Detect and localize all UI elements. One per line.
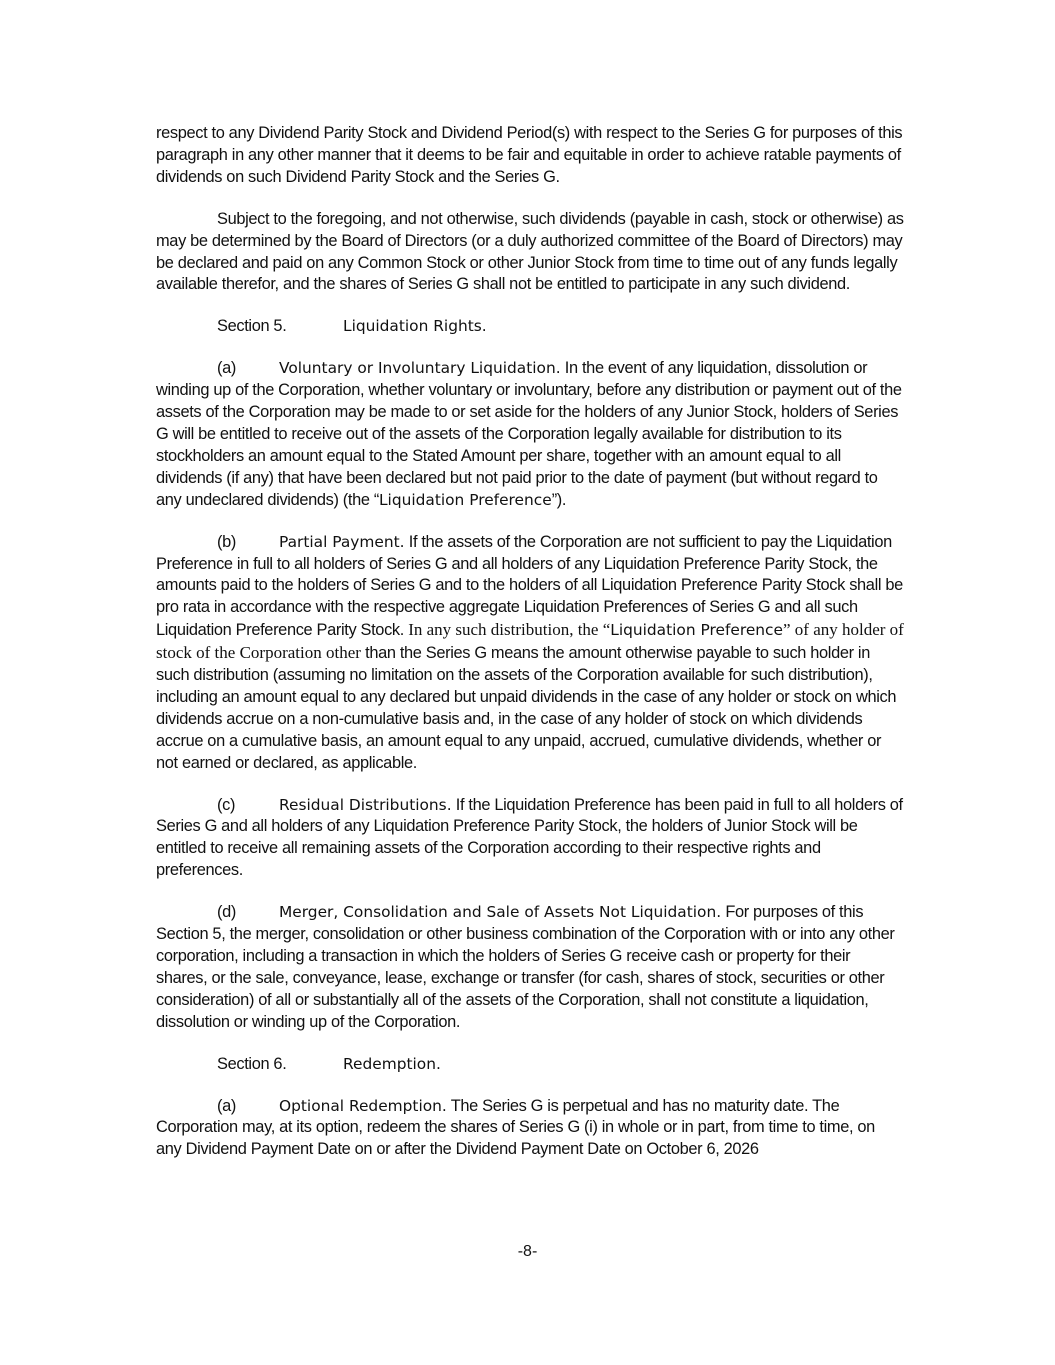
document-body xyxy=(156,123,904,1181)
defined-term: Liquidation Preference xyxy=(610,621,783,640)
section-6-heading xyxy=(156,1054,904,1076)
page-number: -8- xyxy=(517,1243,538,1260)
clause-label: (a) xyxy=(217,359,236,378)
clause-text: If the assets of the Corporation are not sufficient to pay the Liquidation Preference in full to all holders of Series G and all holders of any Liquidation Preference Parity Stock, the amounts paid to the holders of Series G and to the holders of all Liquidation Preference Parity Stock shall be pro rata in accordance with the respective aggregate Liquidation Preferences of Series G and all such Liquidation Preference Parity Stock. xyxy=(156,532,903,640)
paragraph-dividend-parity: respect to any Dividend Parity Stock and Dividend Period(s) with respect to the Series G for purposes of this paragraph in any other manner that it deems to be fair and equitable in order to achieve ratable payments of dividends on such Dividend Parity Stock and the Series G. xyxy=(156,124,903,186)
clause-text: The Series G is perpetual and has no maturity date. The Corporation may, at its option, redeem the shares of Series G (i) in whole or in part, from time to time, on any Dividend Payment Date on or after the Dividend Payment Date on October 6, 2026 xyxy=(156,1096,875,1159)
section-title: Liquidation Rights. xyxy=(343,317,487,336)
clause-label: (a) xyxy=(217,1096,236,1115)
clause-text: If the Liquidation Preference has been paid in full to all holders of Series G and all holders of any Liquidation Preference Parity Stock, the holders of Junior Stock will be entitled to receive all remaining assets of the Corporation according to their respective rights and preferences. xyxy=(156,795,903,880)
clause-heading: Merger, Consolidation and Sale of Assets Not Liquidation. xyxy=(279,903,722,922)
clause-heading: Optional Redemption. xyxy=(279,1096,447,1115)
section-number: Section 6. xyxy=(217,1054,287,1073)
section-5a-paragraph xyxy=(156,358,904,511)
defined-term: Liquidation Preference xyxy=(378,490,552,509)
clause-text: In the event of any liquidation, dissolution or winding up of the Corporation, whether voluntary or involuntary, before any distribution or payment out of the assets of the Corporation may be made to or set aside for the holders of any Junior Stock, holders of Series G will be entitled to receive out of the assets of the Corporation legally available for distribution to its stockholders an amount equal to the Stated Amount per share, together with an amount equal to all dividends (if any) that have been declared but not paid prior to the date of payment (but without regard to any undeclared dividends) (the “ xyxy=(156,359,902,509)
section-number: Section 5. xyxy=(217,317,287,336)
clause-text-end: ”). xyxy=(551,490,567,509)
clause-label: (c) xyxy=(217,795,236,814)
clause-text-serif-end: ” of any holder of stock of the Corporation other xyxy=(156,620,904,663)
section-5b-paragraph xyxy=(156,532,904,775)
section-5d-paragraph xyxy=(156,902,904,1033)
section-5c-paragraph xyxy=(156,795,904,883)
section-6a-paragraph xyxy=(156,1096,904,1162)
clause-heading: Residual Distributions. xyxy=(279,795,452,814)
clause-text-end: than the Series G means the amount otherwise payable to such holder in such distribution (assuming no limitation on the assets of the Corporation available for such distribution), including an amount equal to any declared but unpaid dividends in the case of any holder or stock on which dividends accrue on a non-cumulative basis and, in the case of any holder of stock on which dividends accrue on a cumulative basis, an amount equal to any unpaid, accrued, cumulative dividends, whether or not earned or declared, as applicable. xyxy=(156,644,897,772)
section-5-heading xyxy=(156,316,904,338)
section-title: Redemption. xyxy=(343,1054,441,1073)
paragraph-junior-dividends: Subject to the foregoing, and not otherwise, such dividends (payable in cash, stock or otherwise) as may be determined by the Board of Directors (or a duly authorized committee of the Board of Directors) may be declared and paid on any Common Stock or other Junior Stock from time to time out of any funds legally available therefor, and the shares of Series G shall not be entitled to participate in any such dividend. xyxy=(156,209,904,294)
clause-text: For purposes of this Section 5, the merger, consolidation or other business combination of the Corporation with or into any other corporation, including a transaction in which the holders of Series G receive cash or property for their shares, or the sale, conveyance, lease, exchange or transfer (for cash, shares of stock, securities or other consideration) of all or substantially all of the assets of the Corporation, shall not constitute a liquidation, dissolution or winding up of the Corporation. xyxy=(156,903,895,1031)
clause-heading: Partial Payment. xyxy=(279,532,405,551)
clause-text-serif: In any such distribution, the “ xyxy=(408,620,611,640)
clause-heading: Voluntary or Involuntary Liquidation. xyxy=(279,359,561,378)
clause-label: (d) xyxy=(217,903,236,922)
clause-label: (b) xyxy=(217,532,236,551)
